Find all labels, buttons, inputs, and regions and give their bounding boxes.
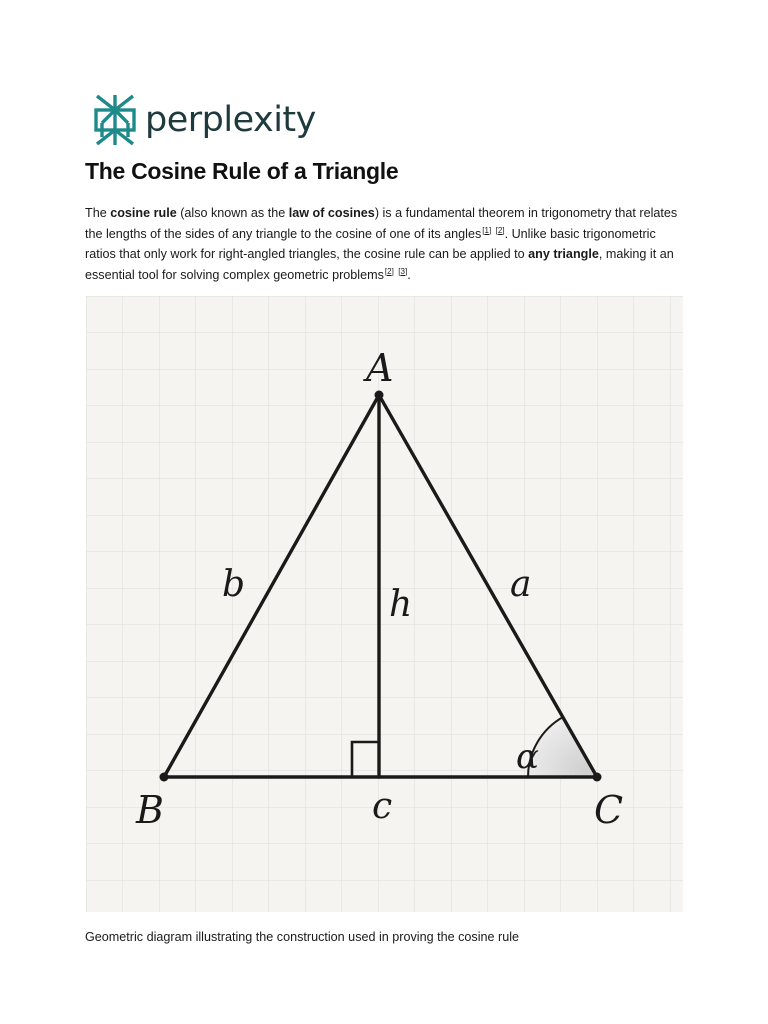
article-title: The Cosine Rule of a Triangle — [85, 158, 399, 184]
para-text: ) is a fundamental theorem in trigonometry that relates the lengths of the sides of any triangle to the cosine of one of its angles — [85, 206, 678, 241]
triangle-diagram — [86, 296, 683, 912]
label-vertex-b: B — [136, 788, 164, 832]
label-side-b: b — [222, 564, 246, 605]
logo-wordmark: perplexity — [145, 100, 316, 140]
cosine-rule-diagram — [86, 296, 683, 912]
intro-paragraph — [85, 203, 685, 285]
citation-link[interactable]: [2] — [384, 266, 394, 276]
label-angle-alpha: α — [516, 737, 539, 777]
citation-link[interactable]: [1] — [482, 225, 492, 235]
vertex-b-point — [160, 773, 169, 782]
label-vertex-c: C — [594, 788, 624, 832]
para-text: . — [407, 267, 411, 282]
term-any-triangle: any triangle — [528, 247, 599, 261]
label-height: h — [389, 584, 413, 625]
label-side-c: c — [372, 786, 393, 827]
citation-link[interactable]: [3] — [398, 266, 408, 276]
citation-link[interactable]: [2] — [495, 225, 505, 235]
label-side-a: a — [510, 564, 532, 605]
para-text: , making it an essential tool for solving complex geometric problems — [85, 247, 674, 282]
perplexity-logo — [93, 92, 316, 148]
label-vertex-a: A — [366, 346, 394, 390]
perplexity-logo-icon — [93, 93, 137, 147]
term-cosine-rule: cosine rule — [110, 206, 177, 220]
term-law-of-cosines: law of cosines — [288, 206, 375, 220]
para-text: . Unlike basic trigonometric ratios that only work for right-angled triangles, the cosine rule can be applied to — [85, 226, 656, 261]
para-text: The — [85, 206, 111, 220]
para-text: (also known as the — [176, 206, 289, 220]
vertex-a-point — [375, 391, 384, 400]
figure-caption: Geometric diagram illustrating the construction used in proving the cosine rule — [85, 930, 520, 944]
vertex-c-point — [593, 773, 602, 782]
